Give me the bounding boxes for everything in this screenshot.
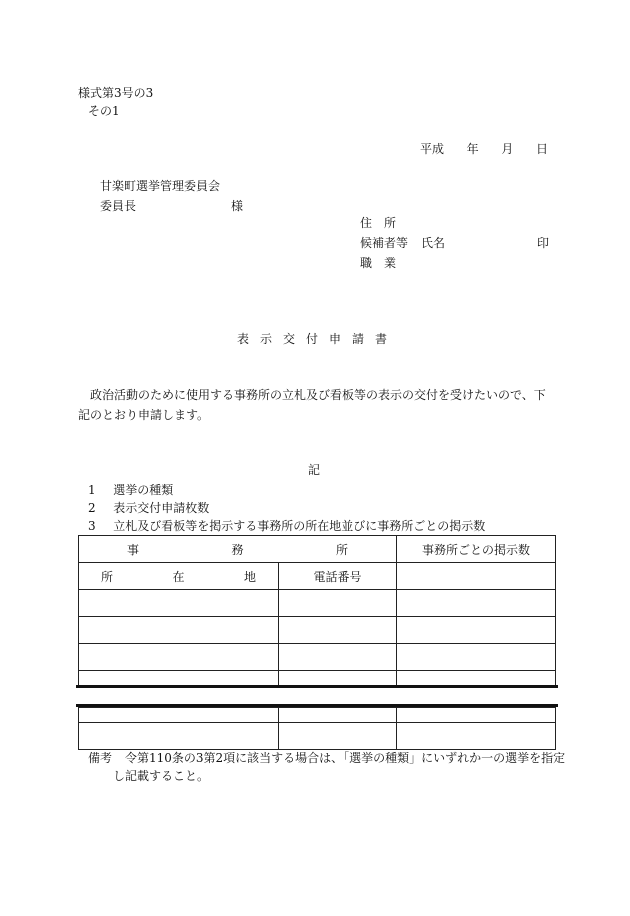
break-line-top — [76, 685, 558, 688]
header-count: 事務所ごとの掲示数 — [397, 536, 556, 563]
note-line-2: し記載すること。 — [113, 769, 210, 783]
occupation-label: 職 業 — [360, 256, 397, 270]
date-day: 日 — [535, 142, 548, 156]
date-month: 月 — [501, 142, 514, 156]
table-row — [79, 708, 556, 723]
table-row — [79, 723, 556, 750]
body-paragraph — [78, 385, 550, 425]
col-location-char: 在 — [172, 569, 185, 584]
table-row — [79, 671, 556, 686]
note-line-1: 令第110条の3第2項に該当する場合は、「選挙の種類」にいずれか一の選挙を指定 — [125, 751, 566, 765]
date-era: 平成 — [420, 142, 445, 156]
col-location-char: 所 — [101, 569, 114, 584]
item-3-number: 3 — [88, 519, 96, 533]
table-break — [76, 685, 558, 707]
office-table — [78, 535, 556, 686]
form-sub-number: その1 — [88, 104, 120, 118]
header-office — [79, 541, 396, 558]
col-location-char: 地 — [243, 569, 256, 584]
item-2-text: 表示交付申請枚数 — [113, 501, 210, 515]
office-table-continued — [78, 707, 556, 750]
item-2 — [88, 501, 209, 515]
seal-mark: 印 — [537, 236, 550, 250]
table-row — [79, 644, 556, 671]
header-office-char: 事 — [127, 542, 140, 557]
header-office-cell — [79, 536, 397, 563]
header-office-char: 所 — [336, 542, 349, 557]
address-label: 住 所 — [360, 216, 397, 230]
note-label: 備考 — [88, 751, 113, 765]
col-count-empty[interactable] — [397, 563, 556, 590]
item-1-text: 選挙の種類 — [113, 483, 174, 497]
document-title: 表示交付申請書 — [237, 332, 399, 346]
table-row — [79, 617, 556, 644]
form-number: 様式第3号の3 — [78, 86, 154, 100]
date-year: 年 — [466, 142, 479, 156]
addressee-chairman: 委員長 — [100, 199, 137, 213]
candidate-label: 候補者等 — [360, 236, 409, 250]
header-office-char: 務 — [231, 542, 244, 557]
addressee-committee: 甘楽町選挙管理委員会 — [100, 179, 221, 193]
item-2-number: 2 — [88, 501, 96, 515]
item-1 — [88, 483, 173, 497]
col-location — [79, 568, 278, 585]
col-phone: 電話番号 — [279, 563, 397, 590]
body-text: 政治活動のために使用する事務所の立札及び看板等の表示の交付を受けたいので、下記のとおり申請します。 — [78, 388, 546, 422]
table-row — [79, 590, 556, 617]
item-3 — [88, 519, 485, 533]
date-line — [420, 142, 548, 156]
item-1-number: 1 — [88, 483, 96, 497]
name-label: 氏名 — [421, 236, 446, 250]
ki-heading: 記 — [308, 463, 321, 477]
item-3-text: 立札及び看板等を掲示する事務所の所在地並びに事務所ごとの掲示数 — [113, 519, 486, 533]
addressee-honorific: 様 — [231, 199, 244, 213]
col-location-cell — [79, 563, 279, 590]
